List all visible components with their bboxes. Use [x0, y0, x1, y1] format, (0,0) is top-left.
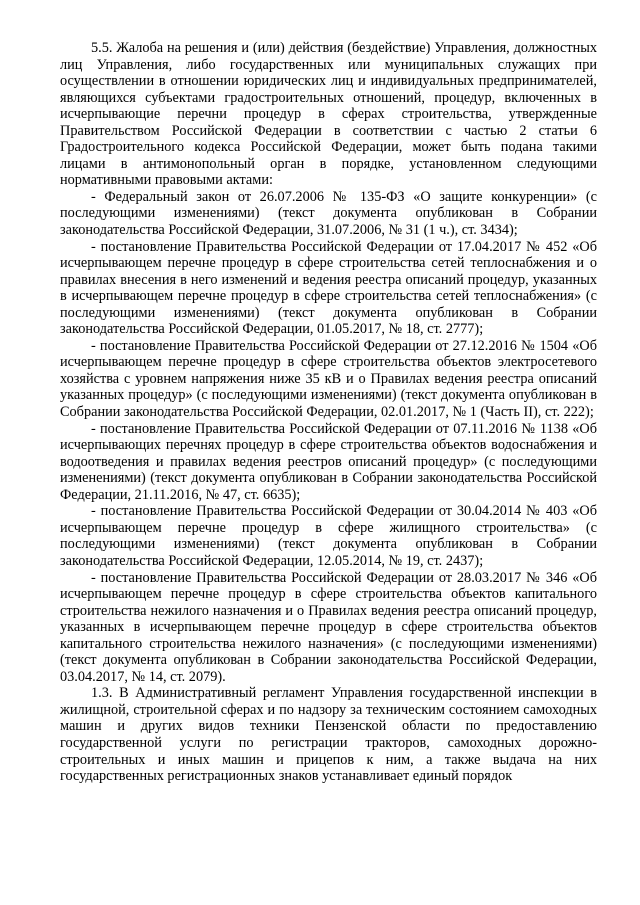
paragraph-resolution-1138: - постановление Правительства Российской Федерации от 07.11.2016 № 1138 «Об исчерпывающих перечнях процедур в сфере строительства объектов водоснабжения и водоотведения и правилах ведения реестров описаний процедур» (с последующими изменениями) (текст документа опубликован в Собрании законодательства Российской Федерации, 21.11.2016, № 47, ст. 6635);: [60, 420, 597, 503]
paragraph-5-5-complaint: 5.5. Жалоба на решения и (или) действия (бездействие) Управления, должностных лиц Управления, либо государственных или муниципальных служащих при осуществлении в отношении юридических лиц и индивидуальных предпринимателей, являющихся субъектами градостроительных отношений, процедур, включенных в исчерпывающие перечни процедур в сферах строительства, утвержденные Правительством Российской Федерации в соответствии с частью 2 статьи 6 Градостроительного кодекса Российской Федерации, может быть подана такими лицами в антимонопольный орган в порядке, установленном следующими нормативными правовыми актами:: [60, 40, 597, 189]
document-body: [60, 40, 597, 785]
paragraph-1-3-regulation: 1.3. В Административный регламент Управления государственной инспекции в жилищной, строительной сферах и по надзору за техническим состоянием самоходных машин и других видов техники Пензенской области по предоставлению государственной услуги по регистрации тракторов, самоходных дорожно-строительных и иных машин и прицепов к ним, а также выдача на них государственных регистрационных знаков устанавливает единый порядок: [60, 685, 597, 785]
paragraph-resolution-346: - постановление Правительства Российской Федерации от 28.03.2017 № 346 «Об исчерпывающем перечне процедур в сфере строительства объектов капитального строительства нежилого назначения и о Правилах ведения реестра описаний процедур, указанных в исчерпывающем перечне процедур в сфере строительства объектов капитального строительства нежилого назначения» (с последующими изменениями) (текст документа опубликован в Собрании законодательства Российской Федерации, 03.04.2017, № 14, ст. 2079).: [60, 569, 597, 685]
paragraph-resolution-452: - постановление Правительства Российской Федерации от 17.04.2017 № 452 «Об исчерпывающем перечне процедур в сфере строительства сетей теплоснабжения и о правилах внесения в него изменений и ведения реестра описаний процедур, указанных в исчерпывающем перечне процедур в сфере строительства сетей теплоснабжения» (с последующими изменениями) (текст документа опубликован в Собрании законодательства Российской Федерации, 01.05.2017, № 18, ст. 2777);: [60, 238, 597, 338]
paragraph-resolution-1504: - постановление Правительства Российской Федерации от 27.12.2016 № 1504 «Об исчерпывающем перечне процедур в сфере строительства объектов электросетевого хозяйства с уровнем напряжения ниже 35 кВ и о Правилах ведения реестра описаний указанных процедур» (с последующими изменениями) (текст документа опубликован в Собрании законодательства Российской Федерации, 02.01.2017, № 1 (Часть II), ст. 222);: [60, 337, 597, 421]
paragraph-federal-law-135: - Федеральный закон от 26.07.2006 № 135-ФЗ «О защите конкуренции» (с последующими изменениями) (текст документа опубликован в Собрании законодательства Российской Федерации, 31.07.2006, № 31 (1 ч.), ст. 3434);: [60, 188, 597, 239]
paragraph-resolution-403: - постановление Правительства Российской Федерации от 30.04.2014 № 403 «Об исчерпывающем перечне процедур в сфере жилищного строительства» (с последующими изменениями) (текст документа опубликован в Собрании законодательства Российской Федерации, 12.05.2014, № 19, ст. 2437);: [60, 503, 597, 569]
